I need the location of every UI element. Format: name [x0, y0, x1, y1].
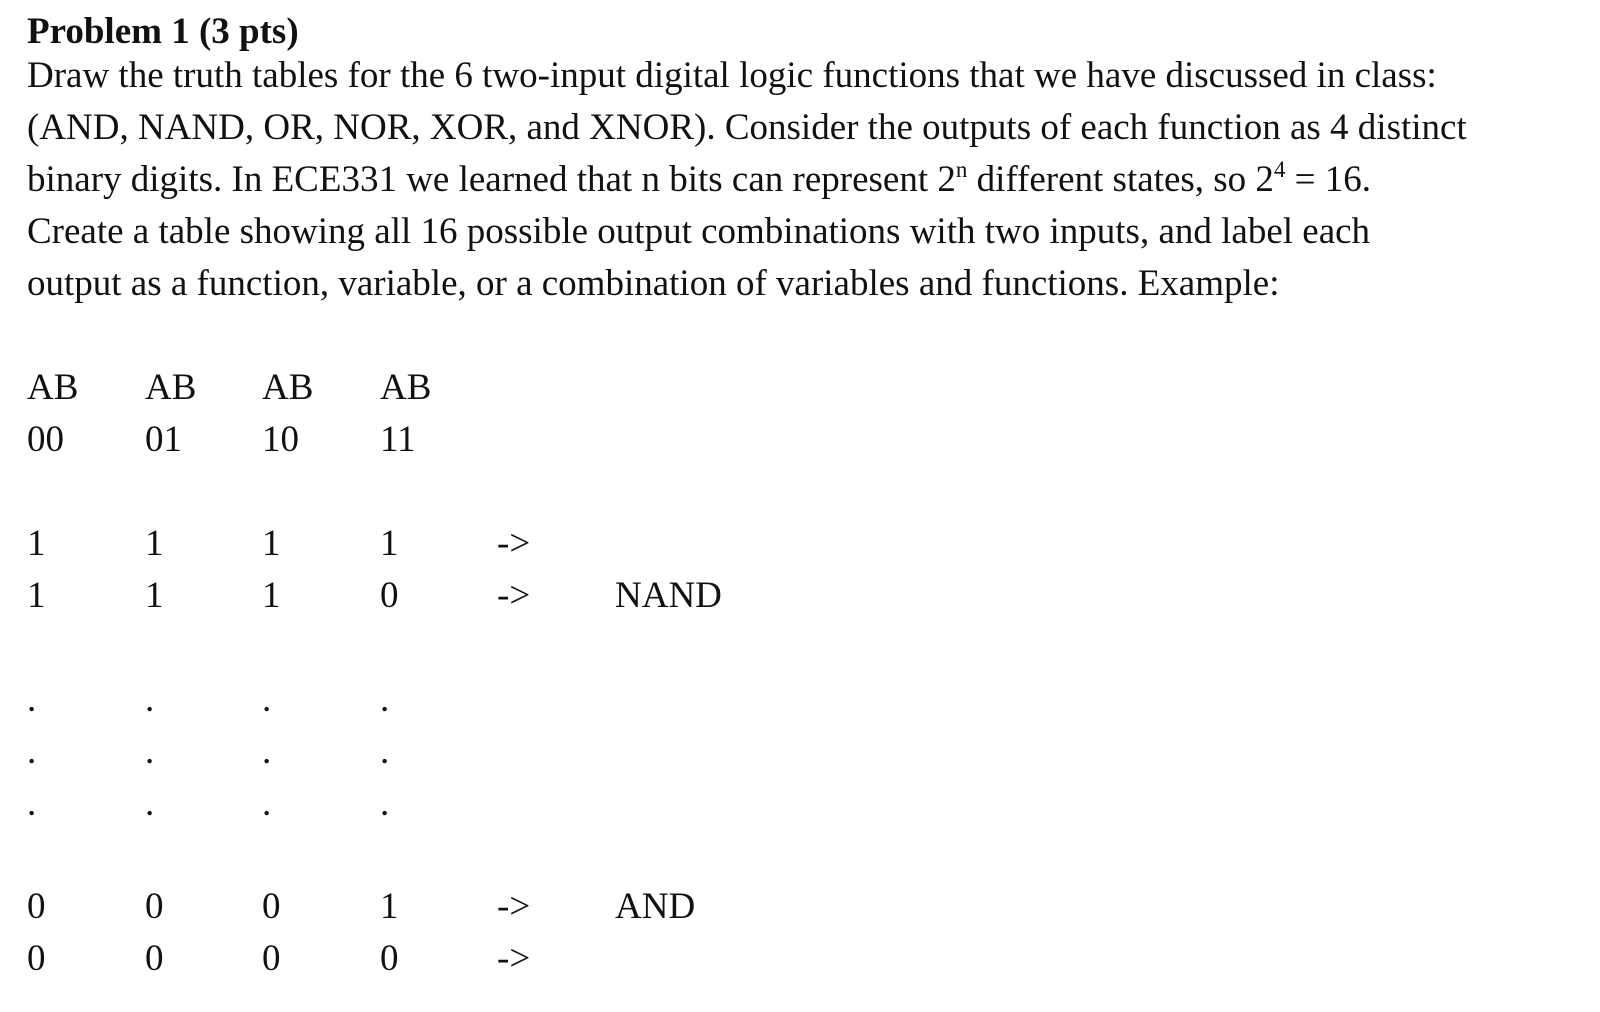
problem-title: Problem 1 (3 pts)	[27, 11, 299, 52]
input-10: 10	[262, 419, 299, 460]
row-2-bit-1: 1	[27, 575, 46, 616]
row-1-bit-4: 1	[380, 523, 399, 564]
ellipsis-3-col-3: .	[262, 783, 272, 824]
row-2-bit-4: 0	[380, 575, 399, 616]
instruction-line-3	[27, 158, 1371, 202]
line3-text-c: = 16.	[1285, 159, 1372, 200]
ellipsis-2-col-3: .	[262, 731, 272, 772]
row-2-bit-2: 1	[145, 575, 164, 616]
ellipsis-2-col-1: .	[27, 731, 37, 772]
row-6-label: AND	[615, 886, 696, 927]
instruction-line-5: output as a function, variable, or a combination of variables and functions. Example:	[27, 263, 1280, 304]
input-01: 01	[145, 419, 182, 460]
row-7-bit-1: 0	[27, 938, 46, 979]
row-6-arrow: ->	[497, 886, 531, 927]
ellipsis-1-col-4: .	[380, 679, 390, 720]
row-2-arrow: ->	[497, 575, 531, 616]
line3-text-a: binary digits. In ECE331 we learned that n bits can represent 2	[27, 159, 956, 200]
row-1-bit-2: 1	[145, 523, 164, 564]
superscript-4: 4	[1273, 157, 1286, 182]
ellipsis-2-col-2: .	[145, 731, 155, 772]
row-7-bit-4: 0	[380, 938, 399, 979]
ellipsis-3-col-4: .	[380, 783, 390, 824]
row-1-arrow: ->	[497, 523, 531, 564]
line3-text-b: different states, so 2	[967, 159, 1274, 200]
ellipsis-1-col-3: .	[262, 679, 272, 720]
row-1-bit-3: 1	[262, 523, 281, 564]
header-ab-1: AB	[27, 367, 79, 408]
row-6-bit-2: 0	[145, 886, 164, 927]
row-7-bit-2: 0	[145, 938, 164, 979]
row-7-arrow: ->	[497, 938, 531, 979]
ellipsis-2-col-4: .	[380, 731, 390, 772]
header-ab-4: AB	[380, 367, 432, 408]
header-ab-2: AB	[145, 367, 197, 408]
row-2-bit-3: 1	[262, 575, 281, 616]
header-ab-3: AB	[262, 367, 314, 408]
input-11: 11	[380, 419, 416, 460]
row-2-label: NAND	[615, 575, 722, 616]
superscript-n: n	[955, 157, 968, 182]
row-6-bit-4: 1	[380, 886, 399, 927]
ellipsis-3-col-2: .	[145, 783, 155, 824]
instruction-line-2: (AND, NAND, OR, NOR, XOR, and XNOR). Consider the outputs of each function as 4 distinct	[27, 107, 1467, 148]
row-6-bit-3: 0	[262, 886, 281, 927]
instruction-line-4: Create a table showing all 16 possible output combinations with two inputs, and label each	[27, 211, 1371, 252]
ellipsis-1-col-2: .	[145, 679, 155, 720]
instruction-line-1: Draw the truth tables for the 6 two-input digital logic functions that we have discussed in class:	[27, 55, 1437, 96]
row-7-bit-3: 0	[262, 938, 281, 979]
ellipsis-3-col-1: .	[27, 783, 37, 824]
row-6-bit-1: 0	[27, 886, 46, 927]
ellipsis-1-col-1: .	[27, 679, 37, 720]
row-1-bit-1: 1	[27, 523, 46, 564]
input-00: 00	[27, 419, 64, 460]
